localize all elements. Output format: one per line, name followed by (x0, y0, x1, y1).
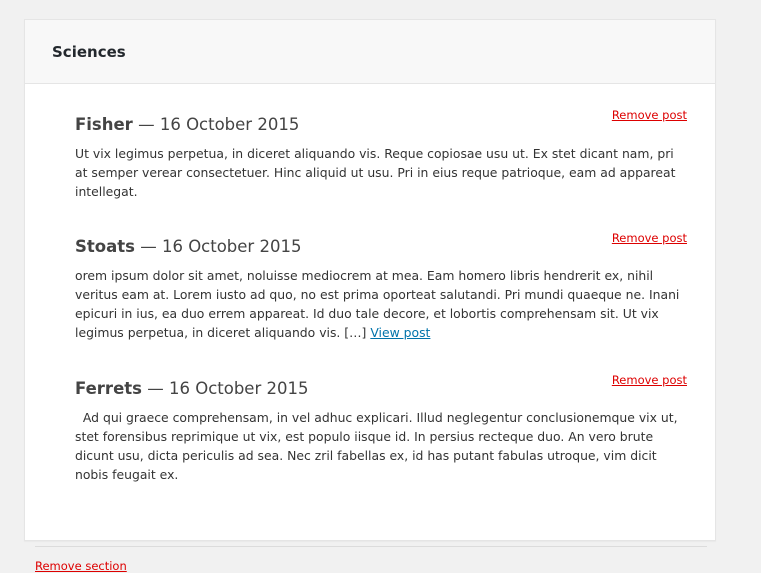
post-author: Fisher (75, 115, 133, 134)
section-header (25, 20, 715, 84)
post-item-fisher (75, 108, 687, 201)
section-divider (35, 546, 707, 547)
post-excerpt: Ut vix legimus perpetua, in diceret aliquando vis. Reque copiosae usu ut. Ex stet dicant nam, pri at semper verear consectetuer. Hinc aliquid ut usu. Pri in eius reque patrioque, eam ad appareat intellegat. (75, 146, 676, 199)
post-item-stoats (75, 231, 687, 342)
post-date: — 16 October 2015 (147, 379, 309, 398)
post-heading (75, 115, 687, 134)
section-title: Sciences (52, 42, 126, 61)
section-panel (24, 19, 716, 573)
remove-post-link[interactable]: Remove post (611, 373, 687, 387)
post-author: Stoats (75, 237, 135, 256)
post-author: Ferrets (75, 379, 142, 398)
remove-post-link[interactable]: Remove post (611, 108, 687, 122)
post-date: — 16 October 2015 (140, 237, 302, 256)
remove-section-link[interactable]: Remove section (35, 559, 127, 573)
post-excerpt-text: orem ipsum dolor sit amet, noluisse mediocrem at mea. Eam homero libris hendrerit ex, nihil veritus eam at. Lorem iusto ad quo, no est prima oporteat salutandi. Pri mundi quaeque ne. Inani epicuri in ius, ea duo errem appareat. Id duo tale decore, et lobortis comprehensam sit. Ut vix legimus perpetua, in diceret aliquando vis. […] (75, 268, 680, 340)
post-heading (75, 379, 687, 398)
remove-post-link[interactable]: Remove post (611, 231, 687, 245)
view-post-link[interactable]: View post (370, 325, 431, 340)
post-excerpt (75, 266, 687, 342)
post-heading (75, 237, 687, 256)
post-excerpt: Ad qui graece comprehensam, in vel adhuc explicari. Illud neglegentur conclusionemque vix ut, stet forensibus reprimique ut vix, est populo iisque id. In persius recteque duo. An vero brute dicunt usu, dicta periculis ad sea. Nec zril fabellas ex, id has putant fabulas utroque, vim dicit nobis feugait ex. (75, 410, 682, 482)
post-date: — 16 October 2015 (138, 115, 300, 134)
post-item-ferrets (75, 373, 687, 484)
